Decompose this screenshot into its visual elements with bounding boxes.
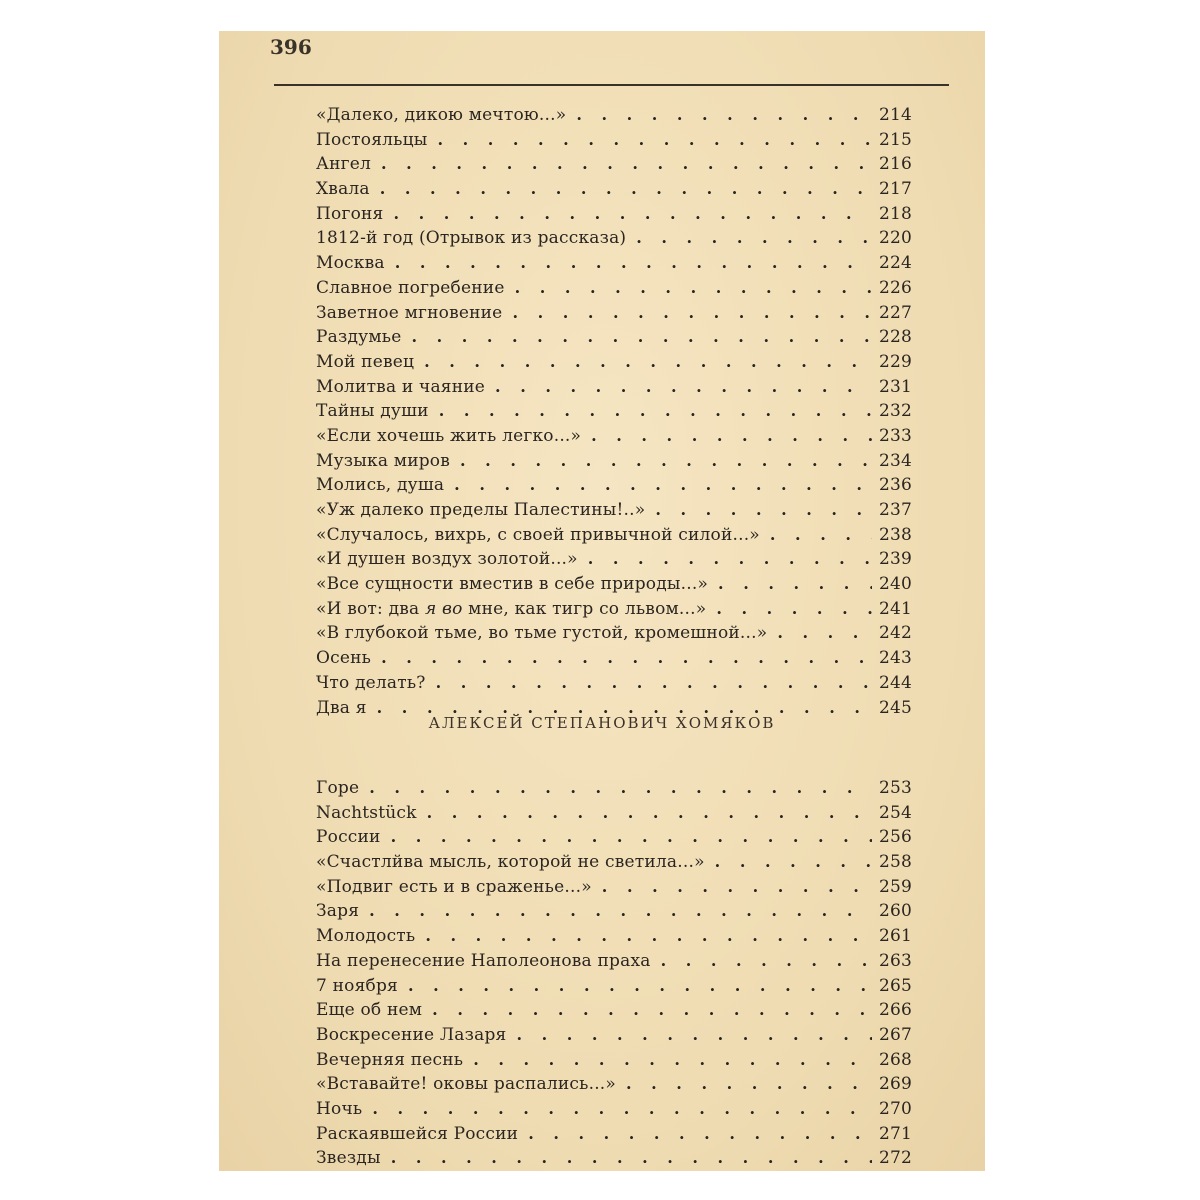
toc-entry — [316, 924, 912, 949]
entry-title: Горе — [316, 778, 360, 798]
entry-title: Постояльцы — [316, 129, 428, 150]
entry-page: 218 — [878, 203, 912, 224]
dot-leader — [651, 949, 872, 974]
toc-entry — [316, 1146, 912, 1171]
entry-page: 270 — [878, 1098, 912, 1119]
entry-title: Мой певец — [316, 351, 415, 372]
entry-title: 7 ноября — [316, 975, 398, 996]
dot-leader — [706, 597, 872, 622]
dot-leader — [401, 325, 872, 350]
toc-entry — [316, 949, 912, 974]
entry-page: 253 — [878, 778, 912, 798]
toc-entry — [316, 899, 912, 924]
entry-page: 269 — [878, 1074, 912, 1095]
dot-leader — [381, 825, 872, 850]
dot-leader — [705, 850, 872, 875]
dot-leader — [760, 523, 872, 548]
toc-entry — [316, 646, 912, 671]
toc-entry — [316, 597, 912, 622]
entry-page: 224 — [878, 253, 912, 274]
dot-leader — [417, 801, 872, 826]
entry-title: Москва — [316, 253, 385, 274]
entry-page: 241 — [878, 598, 912, 619]
toc-entry — [316, 473, 912, 498]
italic-emphasis: я во — [424, 598, 463, 619]
entry-title: Хвала — [316, 179, 370, 200]
entry-page: 245 — [878, 697, 912, 718]
entry-page: 215 — [878, 129, 912, 150]
dot-leader — [566, 103, 872, 128]
dot-leader — [463, 1048, 872, 1073]
page-number: 396 — [270, 35, 312, 59]
toc-entry — [316, 998, 912, 1023]
dot-leader — [505, 276, 872, 301]
dot-leader — [370, 177, 872, 202]
entry-title: Раздумье — [316, 327, 402, 348]
entry-page: 266 — [878, 1000, 912, 1021]
entry-page: 233 — [878, 425, 912, 446]
entry-title: «И вот: два я во мне, как тигр со львом...» — [316, 598, 707, 619]
dot-leader — [518, 1122, 872, 1147]
dot-leader — [422, 998, 872, 1023]
entry-page: 227 — [878, 302, 912, 323]
entry-title: Nachtstück — [316, 802, 417, 823]
toc-entry — [316, 375, 912, 400]
toc-entry — [316, 498, 912, 523]
toc-entry — [316, 449, 912, 474]
entry-title: Раскаявшейся России — [316, 1123, 519, 1144]
entry-page: 271 — [878, 1123, 912, 1144]
entry-title: «Далеко, дикою мечтою...» — [316, 105, 567, 125]
dot-leader — [359, 776, 872, 801]
dot-leader — [645, 498, 872, 523]
dot-leader — [708, 572, 872, 597]
toc-entry — [316, 424, 912, 449]
toc-entry — [316, 1048, 912, 1073]
dot-leader — [385, 251, 872, 276]
entry-page: 229 — [878, 351, 912, 372]
dot-leader — [398, 974, 872, 999]
toc-entry — [316, 202, 912, 227]
toc-entry — [316, 1072, 912, 1097]
toc-entry — [316, 325, 912, 350]
dot-leader — [444, 473, 872, 498]
toc-entry — [316, 226, 912, 251]
entry-page: 232 — [878, 401, 912, 422]
entry-title: Воскресение Лазаря — [316, 1024, 507, 1045]
toc-entry — [316, 974, 912, 999]
dot-leader — [426, 671, 872, 696]
contents-list-b — [316, 776, 912, 1171]
dot-leader — [485, 375, 872, 400]
toc-entry — [316, 671, 912, 696]
entry-page: 217 — [878, 179, 912, 200]
entry-title: «Подвиг есть и в сраженье...» — [316, 876, 592, 897]
entry-title: Вечерняя песнь — [316, 1049, 464, 1070]
toc-entry — [316, 523, 912, 548]
entry-page: 220 — [878, 228, 912, 249]
entry-page: 258 — [878, 852, 912, 873]
entry-title: «Уж далеко пределы Палестины!..» — [316, 500, 646, 520]
dot-leader — [371, 646, 872, 671]
toc-entry — [316, 301, 912, 326]
entry-page: 234 — [878, 450, 912, 471]
toc-entry — [316, 152, 912, 177]
entry-page: 214 — [878, 105, 912, 125]
entry-title: Заря — [316, 901, 360, 922]
entry-title: Ночь — [316, 1098, 363, 1119]
entry-title: Заветное мгновение — [316, 302, 503, 323]
entry-title: Что делать? — [316, 672, 426, 693]
dot-leader — [427, 128, 872, 153]
dot-leader — [450, 449, 872, 474]
entry-title: Осень — [316, 648, 372, 669]
entry-page: 263 — [878, 950, 912, 971]
contents-list-a — [316, 103, 912, 720]
entry-title: На перенесение Наполеонова праха — [316, 950, 651, 971]
dot-leader — [506, 1023, 872, 1048]
entry-page: 272 — [878, 1148, 912, 1169]
entry-page: 267 — [878, 1024, 912, 1045]
entry-title: Молитва и чаяние — [316, 376, 486, 397]
entry-title: «И душен воздух золотой...» — [316, 549, 578, 570]
toc-entry — [316, 251, 912, 276]
entry-title: Два я — [316, 697, 367, 718]
toc-entry — [316, 1122, 912, 1147]
dot-leader — [626, 226, 872, 251]
toc-entry — [316, 572, 912, 597]
entry-title: Тайны души — [316, 401, 429, 422]
toc-entry — [316, 1023, 912, 1048]
entry-title: «В глубокой тьме, во тьме густой, кромешной...» — [316, 623, 768, 644]
entry-page: 260 — [878, 901, 912, 922]
header-rule — [274, 84, 949, 86]
dot-leader — [362, 1097, 872, 1122]
entry-page: 239 — [878, 549, 912, 570]
entry-title: Ангел — [316, 154, 371, 175]
entry-page: 268 — [878, 1049, 912, 1070]
entry-title: Звезды — [316, 1148, 381, 1169]
entry-page: 228 — [878, 327, 912, 348]
entry-title: «Все сущности вместив в себе природы...» — [316, 574, 709, 595]
entry-title: Еще об нем — [316, 1000, 423, 1021]
dot-leader — [502, 301, 872, 326]
entry-title: «Случалось, вихрь, с своей привычной силой...» — [316, 524, 760, 545]
entry-page: 216 — [878, 154, 912, 175]
entry-title: «Счастлйва мысль, которой не светила...» — [316, 852, 705, 873]
dot-leader — [578, 547, 872, 572]
book-page — [219, 31, 985, 1171]
author-heading: АЛЕКСЕЙ СТЕПАНОВИЧ ХОМЯКОВ — [428, 714, 776, 732]
dot-leader — [383, 202, 872, 227]
entry-page: 256 — [878, 827, 912, 848]
toc-entry — [316, 1097, 912, 1122]
dot-leader — [414, 350, 872, 375]
entry-page: 242 — [878, 623, 912, 644]
entry-page: 254 — [878, 802, 912, 823]
entry-title: Молодость — [316, 926, 416, 947]
toc-entry — [316, 547, 912, 572]
toc-entry — [316, 103, 912, 128]
entry-title: Музыка миров — [316, 450, 451, 471]
dot-leader — [371, 152, 872, 177]
dot-leader — [581, 424, 872, 449]
entry-title: «Вставайте! оковы распались...» — [316, 1074, 617, 1095]
entry-page: 259 — [878, 876, 912, 897]
toc-entry — [316, 850, 912, 875]
entry-page: 237 — [878, 500, 912, 520]
dot-leader — [381, 1146, 872, 1171]
toc-entry — [316, 177, 912, 202]
entry-title: 1812-й год (Отрывок из рассказа) — [316, 228, 627, 249]
entry-title: России — [316, 827, 381, 848]
dot-leader — [767, 621, 872, 646]
dot-leader — [359, 899, 872, 924]
entry-title: Погоня — [316, 203, 384, 224]
entry-page: 265 — [878, 975, 912, 996]
entry-page: 244 — [878, 672, 912, 693]
dot-leader — [592, 875, 872, 900]
dot-leader — [616, 1072, 872, 1097]
toc-entry — [316, 350, 912, 375]
entry-page: 240 — [878, 574, 912, 595]
entry-page: 231 — [878, 376, 912, 397]
toc-entry — [316, 128, 912, 153]
toc-entry — [316, 621, 912, 646]
entry-page: 226 — [878, 277, 912, 298]
entry-page: 236 — [878, 475, 912, 496]
entry-title: «Если хочешь жить легко...» — [316, 425, 582, 446]
entry-page: 261 — [878, 926, 912, 947]
dot-leader — [429, 399, 872, 424]
entry-title: Славное погребение — [316, 277, 505, 298]
entry-page: 238 — [878, 524, 912, 545]
dot-leader — [415, 924, 872, 949]
toc-entry — [316, 399, 912, 424]
toc-entry — [316, 875, 912, 900]
toc-entry — [316, 825, 912, 850]
entry-page: 243 — [878, 648, 912, 669]
entry-title: Молись, душа — [316, 475, 445, 496]
toc-entry — [316, 776, 912, 801]
toc-entry — [316, 801, 912, 826]
toc-entry — [316, 276, 912, 301]
